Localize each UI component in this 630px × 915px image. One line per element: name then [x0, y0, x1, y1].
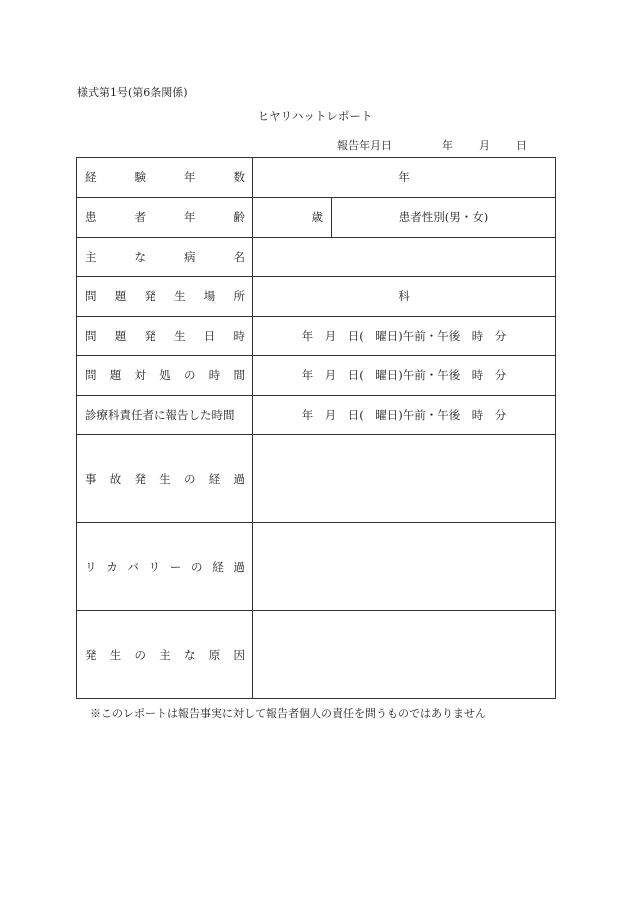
label-char: バ	[127, 559, 139, 574]
label-char: 発	[144, 289, 156, 304]
label-char: 生	[174, 289, 186, 304]
label-char: 発	[144, 328, 156, 343]
label-char: 名	[233, 249, 245, 264]
label-char: の	[191, 559, 203, 574]
label-char: ー	[169, 559, 182, 574]
row-label: 診療科責任者に報告した時間	[85, 407, 235, 422]
row-label-cell	[77, 277, 253, 317]
form-row-accident-progress	[77, 435, 556, 523]
label-char: 過	[233, 471, 245, 486]
label-char: リ	[85, 559, 97, 574]
label-char: 日	[203, 328, 216, 343]
row-value-cell[interactable]	[253, 158, 556, 198]
label-char: 生	[174, 328, 186, 343]
form-row-recovery-progress	[77, 523, 556, 611]
label-char: 場	[203, 289, 216, 304]
row-value-cell[interactable]	[253, 316, 556, 356]
label-char: 問	[85, 289, 97, 304]
label-char: の	[184, 368, 196, 383]
form-number: 様式第1号(第6条関係)	[77, 86, 188, 99]
label-char: カ	[106, 559, 118, 574]
row-value-cell[interactable]	[253, 237, 556, 277]
row-value-cell[interactable]	[253, 197, 556, 237]
label-char: 発	[85, 647, 97, 662]
label-char: 生	[109, 647, 122, 662]
footnote: ※このレポートは報告事実に対して報告者個人の責任を問うものではありません	[90, 707, 486, 720]
row-label-cell	[77, 158, 253, 198]
label-char: な	[184, 647, 196, 662]
report-date-label: 報告年月日	[337, 139, 392, 152]
label-char: 病	[184, 249, 196, 264]
label-char: 数	[233, 170, 245, 185]
label-char: 験	[134, 170, 146, 185]
label-char: 経	[212, 559, 224, 574]
row-value-cell[interactable]	[253, 523, 556, 611]
label-char: 原	[208, 647, 221, 662]
label-char: 所	[233, 289, 245, 304]
row-value-cell[interactable]	[253, 435, 556, 523]
label-char: 時	[233, 328, 245, 343]
row-label-cell	[77, 356, 253, 396]
label-char: 題	[114, 328, 127, 343]
form-row-experience-years	[77, 158, 556, 198]
label-char: 経	[85, 170, 97, 185]
label-char: 患	[85, 210, 97, 224]
row-value-cell[interactable]	[253, 277, 556, 317]
label-char: 題	[109, 368, 122, 383]
form-row-patient-age	[77, 197, 556, 237]
row-value: 年 月 日( 曜日)午前・午後 時 分	[301, 407, 507, 422]
label-char: 対	[134, 368, 146, 383]
label-char: 者	[134, 210, 146, 224]
report-date-month: 月	[479, 139, 490, 152]
label-char: 事	[85, 471, 97, 486]
patient-gender[interactable]: 患者性別(男・女)	[398, 210, 489, 224]
report-date-year: 年	[442, 139, 453, 152]
label-char: 時	[208, 368, 221, 383]
row-value: 科	[398, 289, 410, 304]
label-char: 齢	[233, 210, 245, 224]
label-char: な	[134, 249, 146, 264]
row-label-cell	[77, 435, 253, 523]
label-char: 間	[233, 368, 245, 383]
form-row-main-disease	[77, 237, 556, 277]
label-char: リ	[148, 559, 161, 574]
label-char: 主	[85, 249, 97, 264]
age-unit[interactable]: 歳	[253, 198, 332, 237]
label-char: 生	[159, 471, 171, 486]
label-char: 年	[184, 170, 196, 185]
label-char: 処	[159, 368, 171, 383]
label-char: 年	[184, 210, 196, 224]
row-label-cell	[77, 237, 253, 277]
report-title: ヒヤリハットレポート	[257, 109, 373, 123]
label-char: 故	[109, 471, 122, 486]
row-label-cell	[77, 611, 253, 699]
label-char: の	[184, 471, 196, 486]
label-char: 問	[85, 328, 97, 343]
label-char: 題	[114, 289, 127, 304]
form-row-report-to-chief-time	[77, 395, 556, 435]
form-row-main-cause	[77, 611, 556, 699]
row-value-cell[interactable]	[253, 395, 556, 435]
label-char: の	[134, 647, 146, 662]
form-row-problem-datetime	[77, 316, 556, 356]
label-char: 経	[208, 471, 221, 486]
row-label-cell	[77, 316, 253, 356]
form-row-problem-handling-time	[77, 356, 556, 396]
report-date-line	[337, 137, 537, 153]
report-date-day: 日	[516, 139, 527, 152]
row-value-cell[interactable]	[253, 356, 556, 396]
form-row-problem-location	[77, 277, 556, 317]
report-form-table	[76, 157, 556, 699]
label-char: 過	[233, 559, 245, 574]
row-value-cell[interactable]	[253, 611, 556, 699]
row-value: 年 月 日( 曜日)午前・午後 時 分	[301, 368, 507, 383]
label-char: 主	[159, 647, 171, 662]
row-label-cell	[77, 395, 253, 435]
row-value: 年 月 日( 曜日)午前・午後 時 分	[301, 328, 507, 343]
label-char: 因	[233, 647, 245, 662]
row-label-cell	[77, 197, 253, 237]
label-char: 発	[134, 471, 146, 486]
row-label-cell	[77, 523, 253, 611]
age-gender-split	[253, 198, 555, 237]
row-value: 年	[398, 170, 410, 185]
label-char: 問	[85, 368, 97, 383]
